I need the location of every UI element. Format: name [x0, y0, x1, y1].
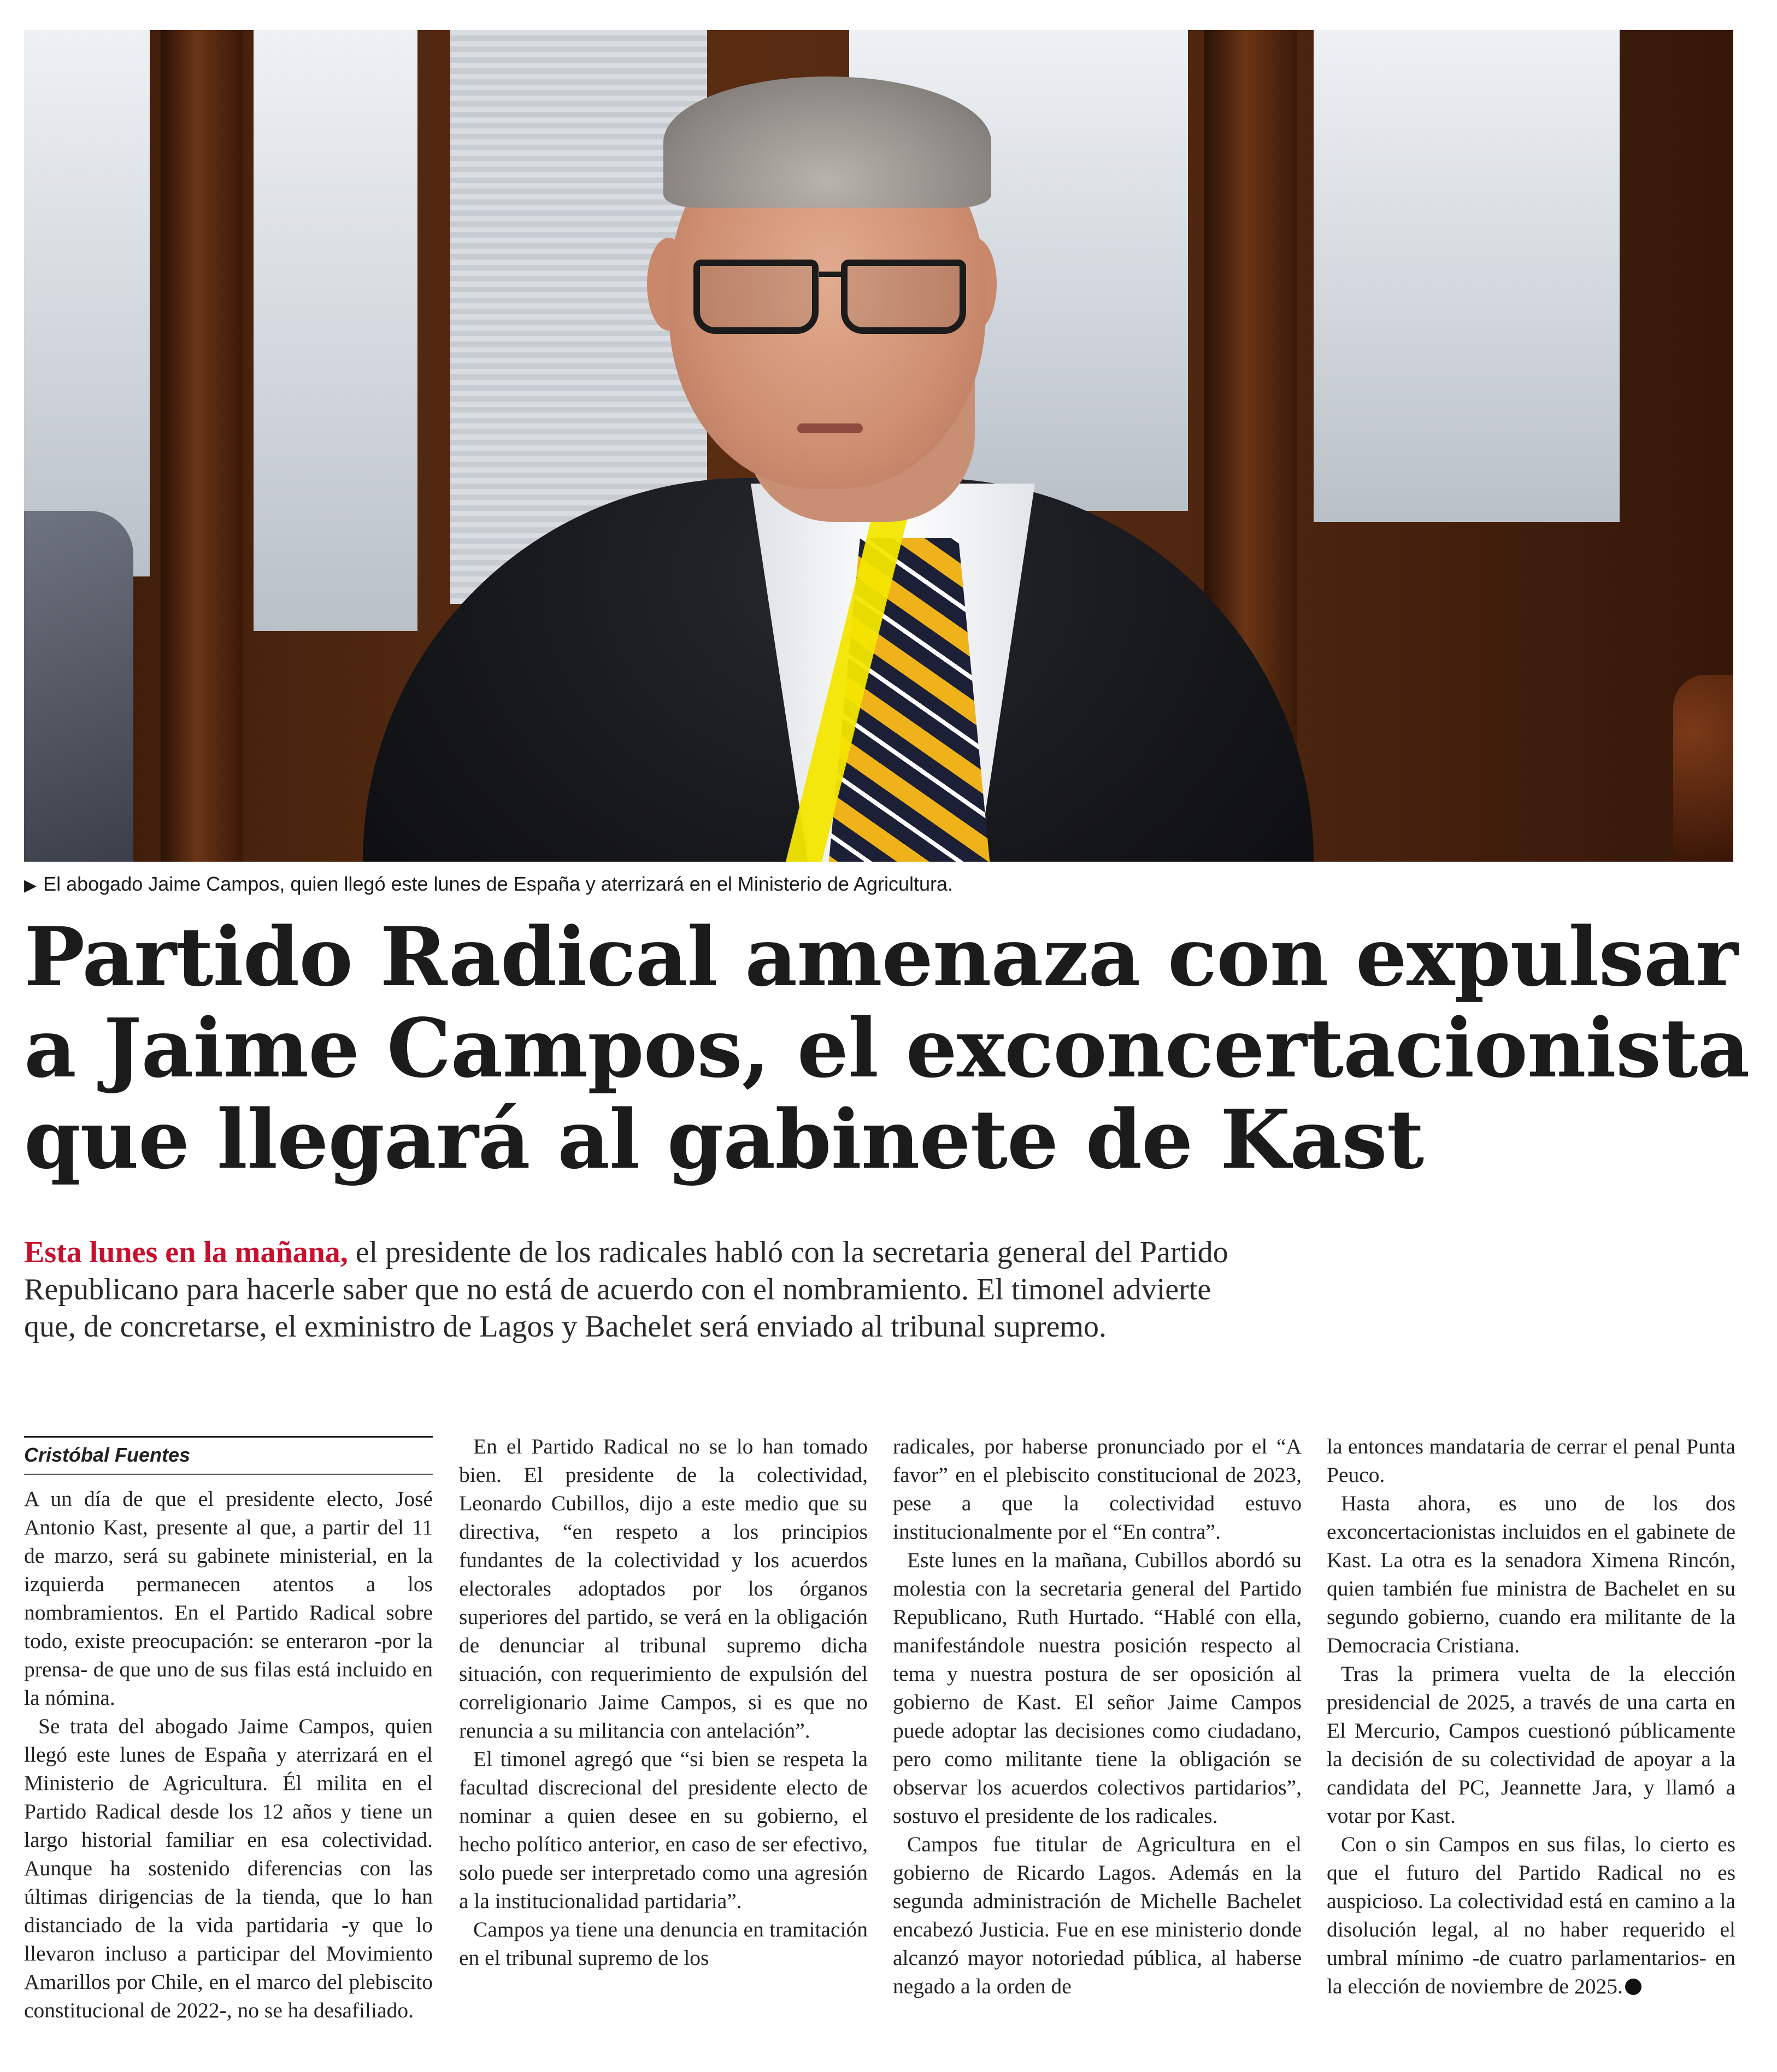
body-paragraph: la entonces mandataria de cerrar el penal Punta Peuco. [1327, 1434, 1735, 1487]
body-paragraph: El timonel agregó que “si bien se respeta la facultad discrecional del presidente electo de nominar a quien desee en su gobierno, el hecho político anterior, en caso de ser efectivo, solo puede ser interpretado como una agresión a la institucionalidad partidaria”. [459, 1747, 868, 1913]
background-person [24, 511, 133, 862]
window [254, 30, 417, 631]
body-paragraph: Este lunes en la mañana, Cubillos abordó su molestia con la secretaria general del Partido Republicano, Ruth Hurtado. “Hablé con ella, manifestándole nuestra posición respecto al tema y nuestra postura de ser oposición al gobierno de Kast. El señor Jaime Campos puede adoptar las decisiones como ciudadano, pero como militante tiene la obligación se observar los acuerdos colectivos partidarios”, sostuvo el presidente de los radicales. [893, 1548, 1302, 1828]
body-paragraph: Campos fue titular de Agricultura en el gobierno de Ricardo Lagos. Además en la segunda administración de Michelle Bachelet encabezó Justicia. Fue en ese ministerio donde alcanzó mayor notoriedad pública, al haberse negado a la orden de [893, 1832, 1302, 1998]
deck-lead: Esta lunes en la mañana, [24, 1235, 348, 1269]
window [24, 30, 150, 576]
glasses-lens [693, 260, 819, 334]
body-column-3 [893, 1432, 1302, 2000]
body-paragraph [1327, 1830, 1735, 2000]
glasses-bridge [819, 272, 841, 277]
glasses-lens [841, 260, 966, 334]
headline-line: que llegará al gabinete de Kast [24, 1092, 1424, 1187]
deck-text: Republicano para hacerle saber que no está de acuerdo con el nombramiento. El timonel advierte [24, 1273, 1211, 1306]
headline-line: Partido Radical amenaza con expulsar [24, 909, 1738, 1004]
body-paragraph: A un día de que el presidente electo, José Antonio Kast, presente al que, a partir del 11 de marzo, será su gabinete ministerial, en la izquierda permanecen atentos a los nombramientos. En el Partido Radical sobre todo, existe preocupación: se enteraron -por la prensa- de que uno de sus filas está incluido en la nómina. [24, 1487, 433, 1710]
body-paragraph: Se trata del abogado Jaime Campos, quien llegó este lunes de España y aterrizará en el Ministerio de Agricultura. Él milita en el Partido Radical desde los 12 años y tiene un largo historial familiar en esa colectividad. Aunque ha sostenido diferencias con las últimas dirigencias de la tienda, que lo han distanciado de la vida partidaria -y que lo llevaron incluso a participar del Movimiento Amarillos por Chile, en el marco del plebiscito constitucional de 2022-, no se ha desafiliado. [24, 1714, 433, 2022]
body-paragraph: Tras la primera vuelta de la elección presidencial de 2025, a través de una carta en El Mercurio, Campos cuestionó públicamente la decisión de su colectividad de apoyar a la candidata del PC, Jeannette Jara, y llamó a votar por Kast. [1327, 1662, 1735, 1828]
body-paragraph: En el Partido Radical no se lo han tomado bien. El presidente de la colectividad, Leonardo Cubillos, dijo a este medio que su directiva, “en respeto a los principios fundantes de la colectividad y los acuerdos electorales adoptados por los órganos superiores del partido, se verá en la obligación de denunciar al tribunal supremo dicha situación, con requerimiento de expulsión del correligionario Jaime Campos, si es que no renuncia a su militancia con antelación”. [459, 1434, 868, 1743]
end-mark-icon [1625, 1979, 1641, 1995]
hair [663, 76, 991, 208]
body-paragraph-text: Con o sin Campos en sus filas, lo cierto es que el futuro del Partido Radical no es auspicioso. La colectividad está en camino a la disolución legal, al no haber requerido el umbral mínimo -de cuatro parlamentarios- en la elección de noviembre de 2025. [1327, 1832, 1735, 1998]
body-column-1 [24, 1436, 433, 2024]
deck-text: que, de concretarse, el exministro de Lagos y Bachelet será enviado al tribunal supremo. [24, 1310, 1107, 1344]
body-paragraph: radicales, por haberse pronunciado por el “A favor” en el plebiscito constitucional de 2023, pese a que la colectividad estuvo institucionalmente por el “En contra”. [893, 1434, 1302, 1544]
byline: Cristóbal Fuentes [24, 1436, 433, 1475]
mouth [797, 423, 863, 433]
body-paragraph: Campos ya tiene una denuncia en tramitación en el tribunal supremo de los [459, 1917, 868, 1970]
deck-text: el presidente de los radicales habló con la secretaria general del Partido [348, 1235, 1228, 1269]
caption-text: El abogado Jaime Campos, quien llegó este lunes de España y aterrizará en el Ministerio de Agricultura. [43, 873, 954, 895]
article-deck [24, 1234, 1379, 1345]
article-photo [24, 30, 1733, 862]
triangle-right-icon: ▶ [24, 876, 37, 894]
wood-pillar [161, 30, 243, 862]
photo-caption [24, 873, 1718, 896]
glasses [693, 260, 967, 325]
window [1314, 30, 1620, 522]
body-column-4 [1327, 1432, 1735, 2000]
chair [1673, 675, 1733, 862]
body-column-2 [459, 1432, 868, 1972]
body-paragraph: Hasta ahora, es uno de los dos exconcertacionistas incluidos en el gabinete de Kast. La otra es la senadora Ximena Rincón, quien también fue ministra de Bachelet en su segundo gobierno, cuando era militante de la Democracia Cristiana. [1327, 1491, 1735, 1657]
headline [24, 909, 1750, 1187]
headline-line: a Jaime Campos, el exconcertacionista [24, 1000, 1750, 1096]
